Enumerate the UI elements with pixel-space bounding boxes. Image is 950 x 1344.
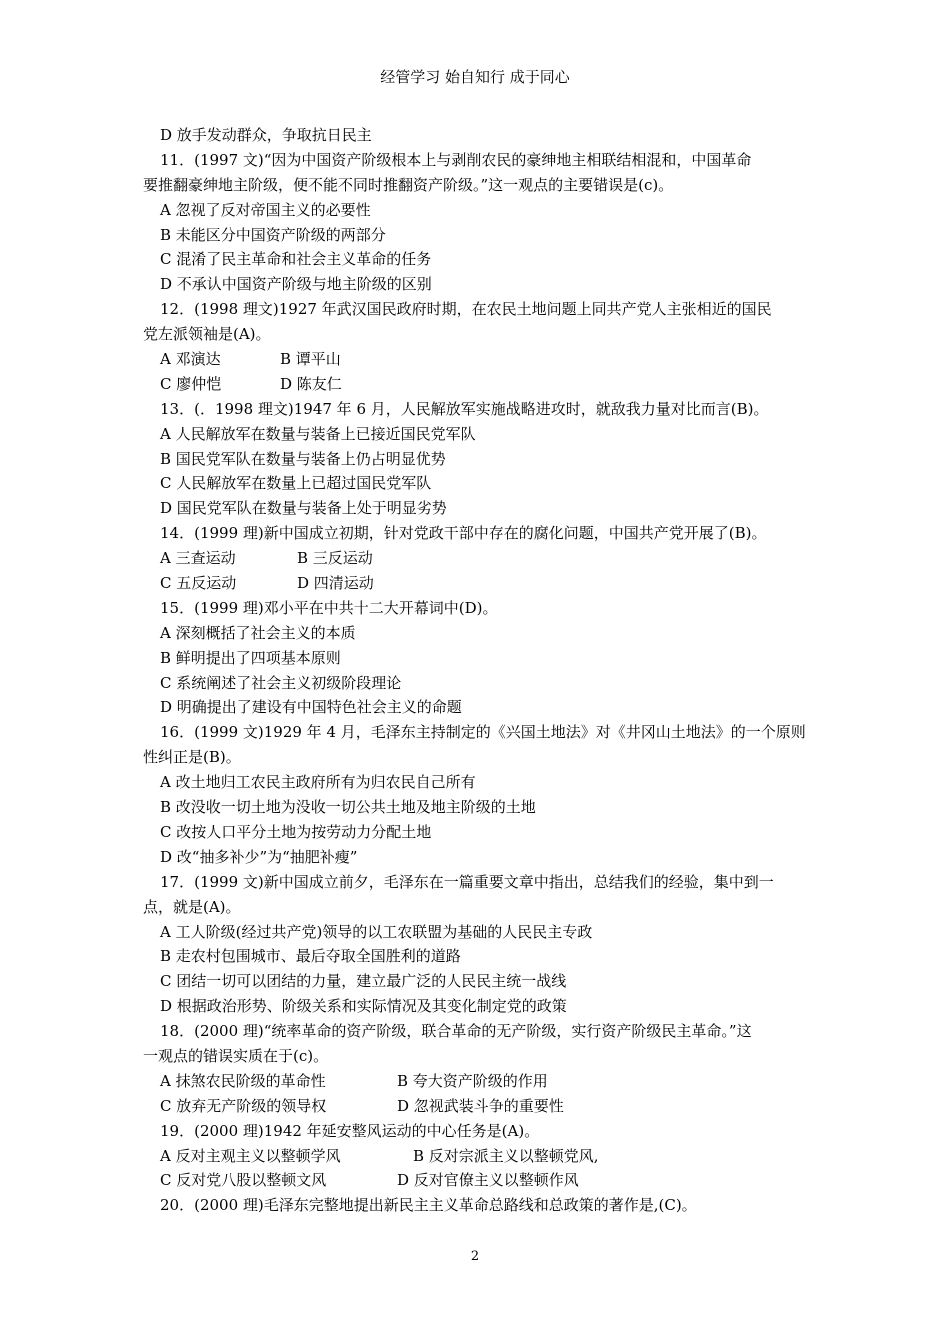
option-line: B 走农村包围城市、最后夺取全国胜利的道路 [160, 947, 461, 966]
option-line: A 忽视了反对帝国主义的必要性 [160, 200, 371, 219]
question-19: 19．(2000 理)1942 年延安整风运动的中心任务是(A)。 [160, 1121, 540, 1140]
option-c: C 廖仲恺 [160, 374, 222, 393]
question-17-cont: 点，就是(A)。 [143, 897, 241, 916]
option-line: D 明确提出了建设有中国特色社会主义的命题 [160, 698, 462, 717]
option-line: B 改没收一切土地为没收一切公共土地及地主阶级的土地 [160, 798, 536, 817]
option-line: D 不承认中国资产阶级与地主阶级的区别 [160, 275, 432, 294]
option-b: B 反对宗派主义以整顿党风, [413, 1146, 599, 1165]
option-line: B 未能区分中国资产阶级的两部分 [160, 225, 386, 244]
option-a: A 反对主观主义以整顿学风 [160, 1146, 341, 1165]
option-line: A 改土地归工农民主政府所有为归农民自己所有 [160, 773, 476, 792]
option-a: A 三查运动 [160, 549, 236, 568]
question-20: 20．(2000 理)毛泽东完整地提出新民主主义革命总路线和总政策的著作是,(C)。 [160, 1196, 697, 1215]
option-c: C 五反运动 [160, 574, 237, 593]
question-13: 13．(．1998 理文)1947 年 6 月，人民解放军实施战略进攻时，就敌我力量对比而言(B)。 [160, 399, 769, 418]
page-footer [0, 1248, 950, 1266]
option-line: C 人民解放军在数量上已超过国民党军队 [160, 474, 432, 493]
option-row [143, 1144, 810, 1169]
question-15: 15．(1999 理)邓小平在中共十二大开幕词中(D)。 [160, 598, 498, 617]
option-row [143, 571, 810, 596]
question-12-cont: 党左派领袖是(A)。 [143, 325, 271, 344]
option-d: D 四清运动 [297, 574, 374, 593]
option-a: A 抹煞农民阶级的革命性 [160, 1071, 326, 1090]
option-line: A 工人阶级(经过共产党)领导的以工农联盟为基础的人民民主专政 [160, 922, 593, 941]
header-title: 经管学习 始自知行 成于同心 [380, 68, 570, 86]
option-d: D 陈友仁 [280, 374, 342, 393]
option-line: A 深刻概括了社会主义的本质 [160, 623, 356, 642]
option-c: C 反对党八股以整顿文风 [160, 1171, 327, 1190]
option-row [143, 1069, 810, 1094]
option-b: B 谭平山 [280, 350, 341, 369]
question-16-cont: 性纠正是(B)。 [143, 748, 241, 767]
option-row [143, 546, 810, 571]
option-b: B 三反运动 [297, 549, 373, 568]
question-14: 14．(1999 理)新中国成立初期，针对党政干部中存在的腐化问题，中国共产党开展了(B)。 [160, 524, 767, 543]
option-d: D 忽视武装斗争的重要性 [397, 1096, 564, 1115]
option-line: B 国民党军队在数量与装备上仍占明显优势 [160, 449, 446, 468]
option-line: C 改按人口平分土地为按劳动力分配土地 [160, 822, 432, 841]
option-a: A 邓演达 [160, 350, 221, 369]
option-row [143, 372, 810, 397]
question-17: 17．(1999 文)新中国成立前夕，毛泽东在一篇重要文章中指出，总结我们的经验，集中到一 [160, 872, 774, 891]
option-row [143, 1168, 810, 1193]
option-line: D 放手发动群众，争取抗日民主 [160, 126, 372, 144]
option-row [143, 1094, 810, 1119]
option-line: D 根据政治形势、阶级关系和实际情况及其变化制定党的政策 [160, 997, 567, 1016]
option-line: C 系统阐述了社会主义初级阶段理论 [160, 673, 402, 692]
option-d: D 反对官僚主义以整顿作风 [397, 1171, 579, 1190]
option-line: D 改“抽多补少”为“抽肥补瘦” [160, 847, 358, 866]
document-body [143, 123, 810, 1218]
option-b: B 夸大资产阶级的作用 [397, 1071, 548, 1090]
option-line: C 混淆了民主革命和社会主义革命的任务 [160, 250, 432, 269]
option-row [143, 347, 810, 372]
question-18-cont: 一观点的错误实质在于(c)。 [143, 1046, 329, 1065]
option-line: B 鲜明提出了四项基本原则 [160, 648, 341, 667]
question-12: 12．(1998 理文)1927 年武汉国民政府时期，在农民土地问题上同共产党人主张相近的国民 [160, 300, 772, 319]
option-line: C 团结一切可以团结的力量，建立最广泛的人民民主统一战线 [160, 972, 567, 991]
question-16: 16．(1999 文)1929 年 4 月，毛泽东主持制定的《兴国土地法》对《井冈山土地法》的一个原则 [160, 723, 806, 742]
question-11: 11．(1997 文)“因为中国资产阶级根本上与剥削农民的豪绅地主相联结相混和，中国革命 [160, 150, 752, 169]
option-line: D 国民党军队在数量与装备上处于明显劣势 [160, 499, 447, 518]
question-18: 18．(2000 理)“统率革命的资产阶级，联合革命的无产阶级，实行资产阶级民主革命。”这 [160, 1022, 752, 1041]
question-11-cont: 要推翻豪绅地主阶级，便不能不同时推翻资产阶级。”这一观点的主要错误是(c)。 [143, 175, 674, 194]
page-number: 2 [470, 1249, 480, 1264]
option-c: C 放弃无产阶级的领导权 [160, 1096, 327, 1115]
option-line: A 人民解放军在数量与装备上已接近国民党军队 [160, 424, 476, 443]
page-header [0, 67, 950, 87]
